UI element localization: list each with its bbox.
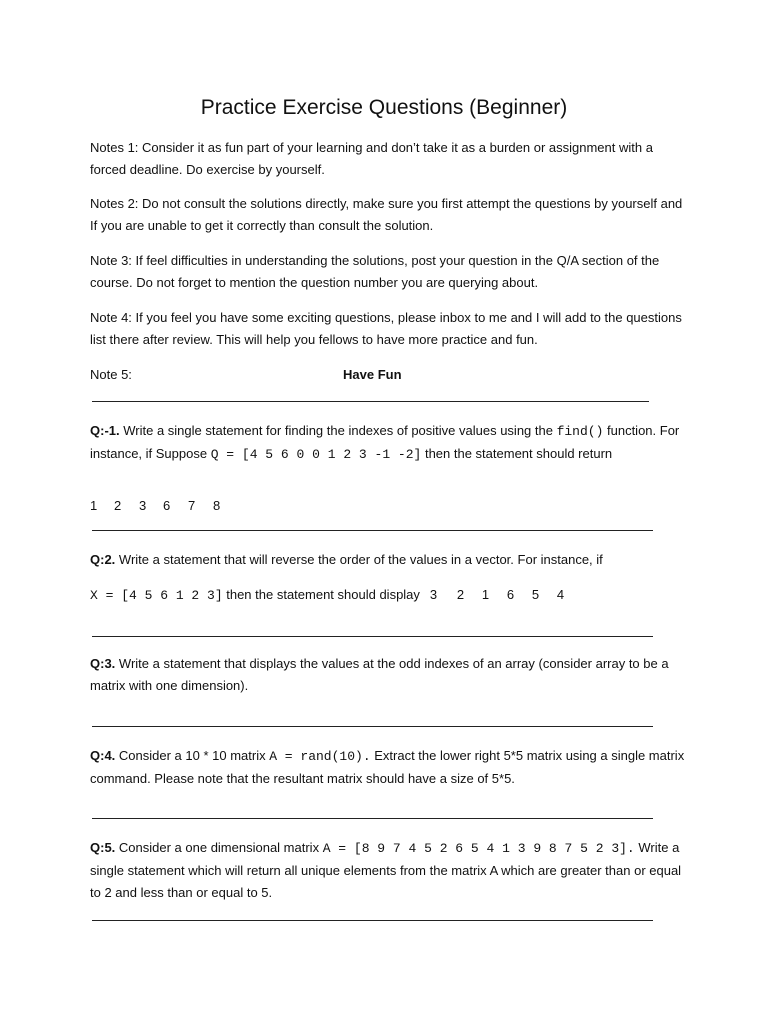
question-1-code-vector: Q = [4 5 6 0 0 1 2 3 -1 -2] xyxy=(210,447,422,462)
answer-value: 4 xyxy=(556,587,565,602)
answer-value: 5 xyxy=(531,587,540,602)
question-3-text: Write a statement that displays the values at the odd indexes of an array (consider array to be a matrix with one dimension). xyxy=(90,656,669,693)
answer-value: 1 xyxy=(90,498,98,513)
question-5-text: Consider a one dimensional matrix xyxy=(115,840,323,855)
separator-line xyxy=(92,401,649,402)
question-4-text: Consider a 10 * 10 matrix xyxy=(115,748,270,763)
question-2-example xyxy=(90,584,685,607)
note-5 xyxy=(90,364,685,386)
answer-value: 2 xyxy=(456,587,465,602)
answer-value: 2 xyxy=(114,498,122,513)
question-1-text-2: function. For instance, if Suppose xyxy=(90,423,680,461)
separator-line xyxy=(92,920,653,921)
question-3-label: Q:3. xyxy=(90,656,116,671)
note-5-label: Note 5: xyxy=(90,367,132,382)
answer-value: 7 xyxy=(188,498,196,513)
question-5-label: Q:5. xyxy=(90,840,116,855)
question-2 xyxy=(90,549,685,571)
answer-value: 8 xyxy=(213,498,221,513)
question-2-text-2: then the statement should display xyxy=(222,587,420,602)
answer-value: 3 xyxy=(139,498,147,513)
note-3: Note 3: If feel difficulties in understanding the solutions, post your question in the Q/A section of the course. Do not forget to mention the question number you are querying about. xyxy=(90,253,660,290)
question-2-label: Q:2. xyxy=(90,552,116,567)
note-4: Note 4: If you feel you have some exciting questions, please inbox to me and I will add to the questions list there after review. This will help you fellows to have more practice and fun. xyxy=(90,310,682,347)
note-1: Notes 1: Consider it as fun part of your learning and don’t take it as a burden or assignment with a forced deadline. Do exercise by yourself. xyxy=(90,140,653,177)
answer-value: 3 xyxy=(429,587,438,602)
note-5-text: Have Fun xyxy=(343,367,402,382)
question-1 xyxy=(90,420,680,466)
answer-value: 6 xyxy=(163,498,171,513)
answer-value: 1 xyxy=(481,587,490,602)
separator-line xyxy=(92,530,653,531)
separator-line xyxy=(92,726,653,727)
question-1-label: Q:-1. xyxy=(90,423,120,438)
question-4 xyxy=(90,745,685,790)
question-1-code-find: find() xyxy=(556,424,604,439)
question-5-code: A = [8 9 7 4 5 2 6 5 4 1 3 9 8 7 5 2 3]. xyxy=(322,841,635,856)
question-4-text-2: Extract the lower right 5*5 matrix using a single matrix command. Please note that the resultant matrix should have a size of 5*5. xyxy=(90,748,685,786)
question-1-answer xyxy=(90,495,685,517)
question-4-code: A = rand(10). xyxy=(269,749,371,764)
question-3 xyxy=(90,653,685,697)
question-2-text: Write a statement that will reverse the order of the values in a vector. For instance, if xyxy=(115,552,603,567)
note-2: Notes 2: Do not consult the solutions directly, make sure you first attempt the questions by yourself and If you are unable to get it correctly than consult the solution. xyxy=(90,196,683,233)
separator-line xyxy=(92,636,653,637)
question-5-text-2: Write a single statement which will return all unique elements from the matrix A which are greater than or equal to 2 and less than or equal to 5. xyxy=(90,840,682,900)
question-1-text: Write a single statement for finding the indexes of positive values using the xyxy=(119,423,557,438)
answer-value: 6 xyxy=(506,587,515,602)
question-5 xyxy=(90,837,685,904)
question-4-label: Q:4. xyxy=(90,748,116,763)
question-1-text-3: then the statement should return xyxy=(421,446,613,461)
question-2-code-vector: X = [4 5 6 1 2 3] xyxy=(90,588,223,603)
page-title: Practice Exercise Questions (Beginner) xyxy=(200,96,568,119)
separator-line xyxy=(92,818,653,819)
